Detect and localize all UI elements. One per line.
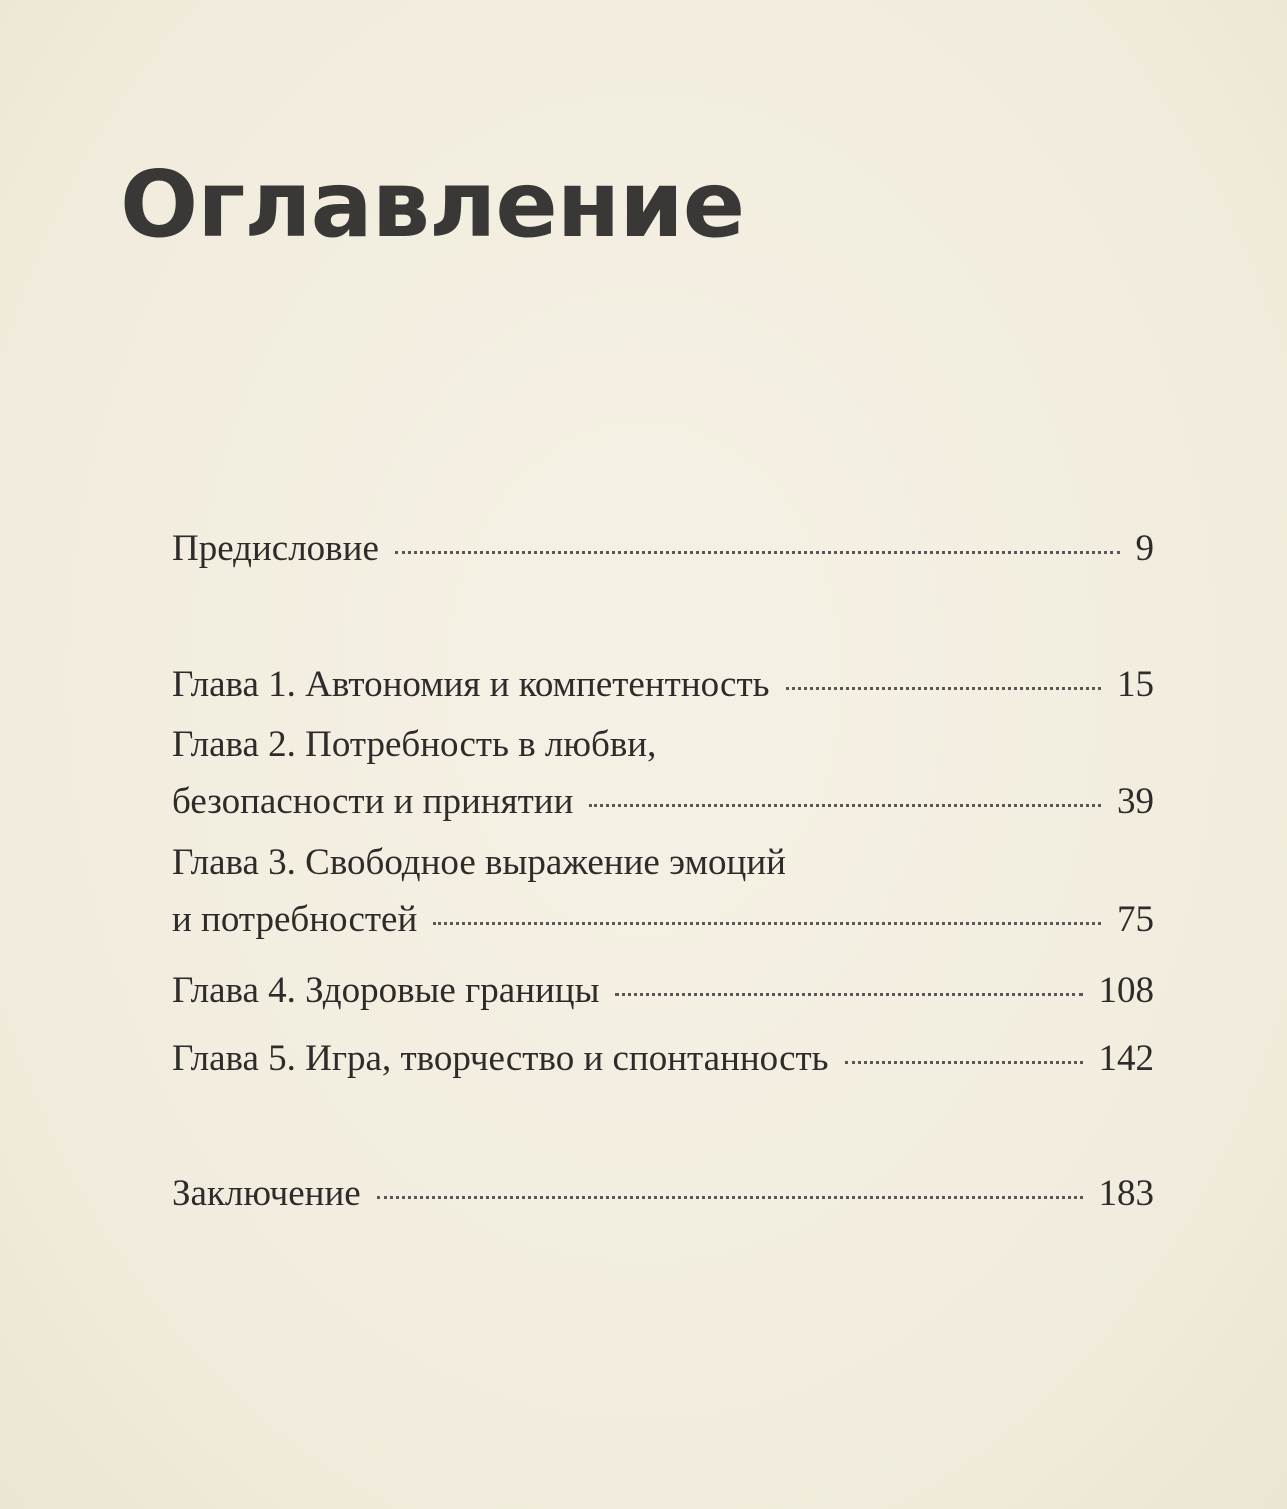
dot-leader: [786, 687, 1101, 690]
toc-entry-title-line-2: безопасности и принятии: [172, 781, 574, 822]
toc-entry-chapter-2: [172, 716, 1154, 830]
dot-leader: [845, 1061, 1083, 1064]
toc-entry-page: 9: [1135, 528, 1154, 569]
toc-entry-page: 108: [1098, 970, 1154, 1011]
toc-entry-title-line-2: и потребностей: [172, 899, 418, 940]
toc-entry-title-line-1: Глава 3. Свободное выражение эмоций: [172, 842, 786, 883]
toc-entry-preface: [172, 520, 1154, 577]
toc-entry-title: Глава 5. Игра, творчество и спонтанность: [172, 1038, 829, 1079]
dot-leader: [589, 804, 1101, 807]
toc-entry-chapter-1: [172, 656, 1154, 713]
toc-entry-title: Заключение: [172, 1173, 361, 1214]
toc-entry-title: Предисловие: [172, 528, 379, 569]
toc-entry-chapter-3: [172, 834, 1154, 948]
toc-entry-page: 183: [1098, 1173, 1154, 1214]
toc-entry-chapter-5: [172, 1030, 1154, 1087]
toc-entry-page: 15: [1117, 664, 1154, 705]
toc-entry-chapter-4: [172, 962, 1154, 1019]
toc-entry-title: Глава 4. Здоровые границы: [172, 970, 600, 1011]
toc-entry-conclusion: [172, 1165, 1154, 1222]
dot-leader: [395, 551, 1120, 554]
toc-entry-page: 142: [1098, 1038, 1154, 1079]
toc-entry-page: 75: [1117, 899, 1154, 940]
dot-leader: [433, 922, 1101, 925]
toc-entry-title: Глава 1. Автономия и компетентность: [172, 664, 770, 705]
page-title: Оглавление: [120, 151, 745, 258]
dot-leader: [377, 1196, 1083, 1199]
toc-entry-title-line-1: Глава 2. Потребность в любви,: [172, 724, 657, 765]
dot-leader: [615, 993, 1082, 996]
toc-entry-page: 39: [1117, 781, 1154, 822]
